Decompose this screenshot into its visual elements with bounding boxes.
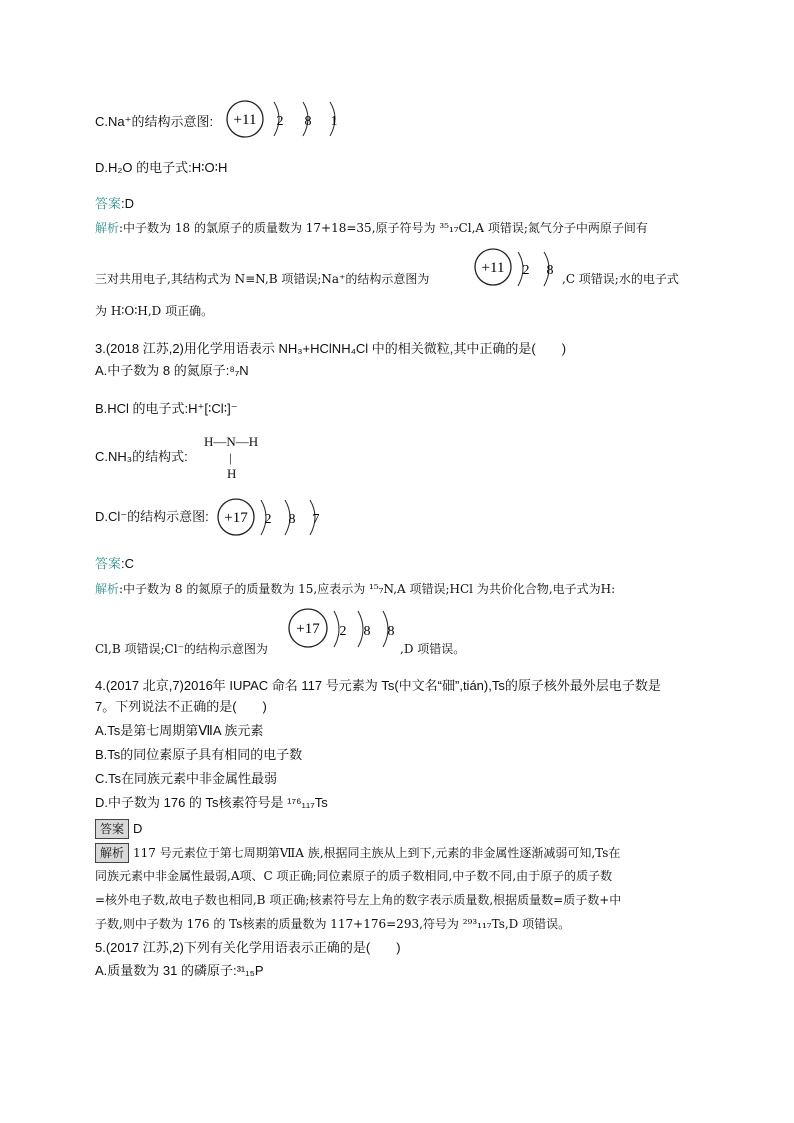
q5-option-a: A.质量数为 31 的磷原子:³¹₁₅P xyxy=(95,963,264,978)
analysis-text: 117 号元素位于第七周期第ⅦA 族,根据同主族从上到下,元素的非金属性逐渐减弱可知,Ts在 xyxy=(133,846,621,860)
na-ion-structure-diagram xyxy=(226,100,346,140)
analysis-label: 解析 xyxy=(95,582,120,596)
na-shell-2: 8 xyxy=(304,114,312,129)
na-ion-structure-diagram-small xyxy=(474,248,566,290)
answer-value: :C xyxy=(121,556,135,571)
q2-analysis-line-1 xyxy=(95,219,648,237)
analysis-text: ,B 项错误;Cl⁻的结构示意图为 xyxy=(108,642,268,656)
q4-analysis-line-4: 子数,则中子数为 176 的 Ts核素的质量数为 117+176=293,符号为 ²⁹³₁₁₇Ts,D 项错误。 xyxy=(95,917,571,931)
cl-shell-2: 8 xyxy=(288,512,296,527)
analysis-label: 解析 xyxy=(95,843,129,863)
q4-analysis-line-2: 同族元素中非金属性最弱,A项、C 项正确;同位素原子的质子数相同,中子数不同,由于原子的质子数 xyxy=(95,869,613,883)
q2-analysis-line-2-end: ,C 项错误;水的电子式 xyxy=(562,272,679,286)
q4-option-c: C.Ts在同族元素中非金属性最弱 xyxy=(95,771,278,786)
cl2-shell-1: 2 xyxy=(339,624,347,639)
analysis-text: 三对共用电子,其结构式为 N≡N,B 项错误;Na⁺的结构示意图为 xyxy=(95,272,430,286)
q4-option-a: A.Ts是第七周期第ⅦA 族元素 xyxy=(95,723,264,738)
nh3-bottom: H xyxy=(227,466,237,481)
q4-stem-line-2: 7。下列说法不正确的是( ) xyxy=(95,699,267,714)
q4-answer xyxy=(95,819,142,839)
na2-shell-1: 2 xyxy=(522,263,530,278)
cl-shell-3: 7 xyxy=(312,512,320,527)
cl-ion-structure-diagram xyxy=(217,497,327,539)
cl2-nucleus-label: +17 xyxy=(296,621,320,637)
q3-analysis-line-1 xyxy=(95,580,615,598)
answer-label: 答案 xyxy=(95,556,122,571)
cl-ion-structure-diagram-small xyxy=(288,607,400,651)
q2-answer xyxy=(95,195,134,213)
cl-nucleus-label: +17 xyxy=(224,510,248,526)
q2-analysis-line-3: 为 H∶O∶H,D 项正确。 xyxy=(95,304,214,318)
q3-option-b: B.HCl 的电子式:H⁺[∶Cl∶]⁻ xyxy=(95,401,238,416)
q5-stem: 5.(2017 江苏,2)下列有关化学用语表示正确的是( ) xyxy=(95,940,401,955)
nh3-top: H—N—H xyxy=(204,434,259,449)
cl2-shell-2: 8 xyxy=(363,624,371,639)
q4-option-d: D.中子数为 176 的 Ts核素符号是 ¹⁷⁶₁₁₇Ts xyxy=(95,795,328,810)
answer-value: :D xyxy=(121,196,135,211)
q4-analysis-line-1 xyxy=(95,843,620,863)
cl2-shell-3: 8 xyxy=(387,624,395,639)
na-shell-1: 2 xyxy=(276,114,284,129)
q3-stem: 3.(2018 江苏,2)用化学用语表示 NH₃+HClNH₄Cl 中的相关微粒,其中正确的是( ) xyxy=(95,341,567,356)
answer-label: 答案 xyxy=(95,196,122,211)
na2-nucleus-label: +11 xyxy=(481,260,505,276)
na-shell-3: 1 xyxy=(330,114,338,129)
answer-label: 答案 xyxy=(95,819,129,839)
cl-symbol: Cl xyxy=(95,642,109,656)
cl-shell-1: 2 xyxy=(264,512,272,527)
nh3-bond: | xyxy=(229,450,232,465)
q3-option-a: A.中子数为 8 的氮原子:⁸₇N xyxy=(95,363,249,378)
na2-shell-2: 8 xyxy=(546,263,554,278)
q3-analysis-line-2 xyxy=(95,640,268,658)
q4-analysis-line-3: =核外电子数,故电子数也相同,B 项正确;核素符号左上角的数字表示质量数,根据质量数=质子数+中 xyxy=(95,893,622,907)
q2-option-c-label: C.Na⁺的结构示意图: xyxy=(95,114,214,129)
q3-option-c: C.NH₃的结构式: xyxy=(95,449,188,464)
analysis-text: :中子数为 8 的氮原子的质量数为 15,应表示为 ¹⁵₇N,A 项错误;HCl 为共价化合物,电子式为H: xyxy=(119,582,616,596)
q4-option-b: B.Ts的同位素原子具有相同的电子数 xyxy=(95,747,303,762)
q2-option-c xyxy=(95,113,213,131)
q3-analysis-line-2-end: ,D 项错误。 xyxy=(400,642,466,656)
q2-analysis-line-2 xyxy=(95,270,429,288)
q3-answer xyxy=(95,555,134,573)
q4-stem-line-1: 4.(2017 北京,7)2016年 IUPAC 命名 117 号元素为 Ts(中文名“鿬”,tián),Ts的原子核外最外层电子数是 xyxy=(95,678,661,693)
analysis-label: 解析 xyxy=(95,221,120,235)
na-nucleus-label: +11 xyxy=(233,112,257,128)
nh3-structural-formula xyxy=(204,434,258,482)
q2-option-d: D.H₂O 的电子式:H∶O∶H xyxy=(95,160,228,175)
analysis-text: :中子数为 18 的氯原子的质量数为 17+18=35,原子符号为 ³⁵₁₇Cl,A 项错误;氮气分子中两原子间有 xyxy=(119,221,648,235)
answer-value: D xyxy=(133,821,143,836)
q3-option-d: D.Cl⁻的结构示意图: xyxy=(95,509,209,524)
